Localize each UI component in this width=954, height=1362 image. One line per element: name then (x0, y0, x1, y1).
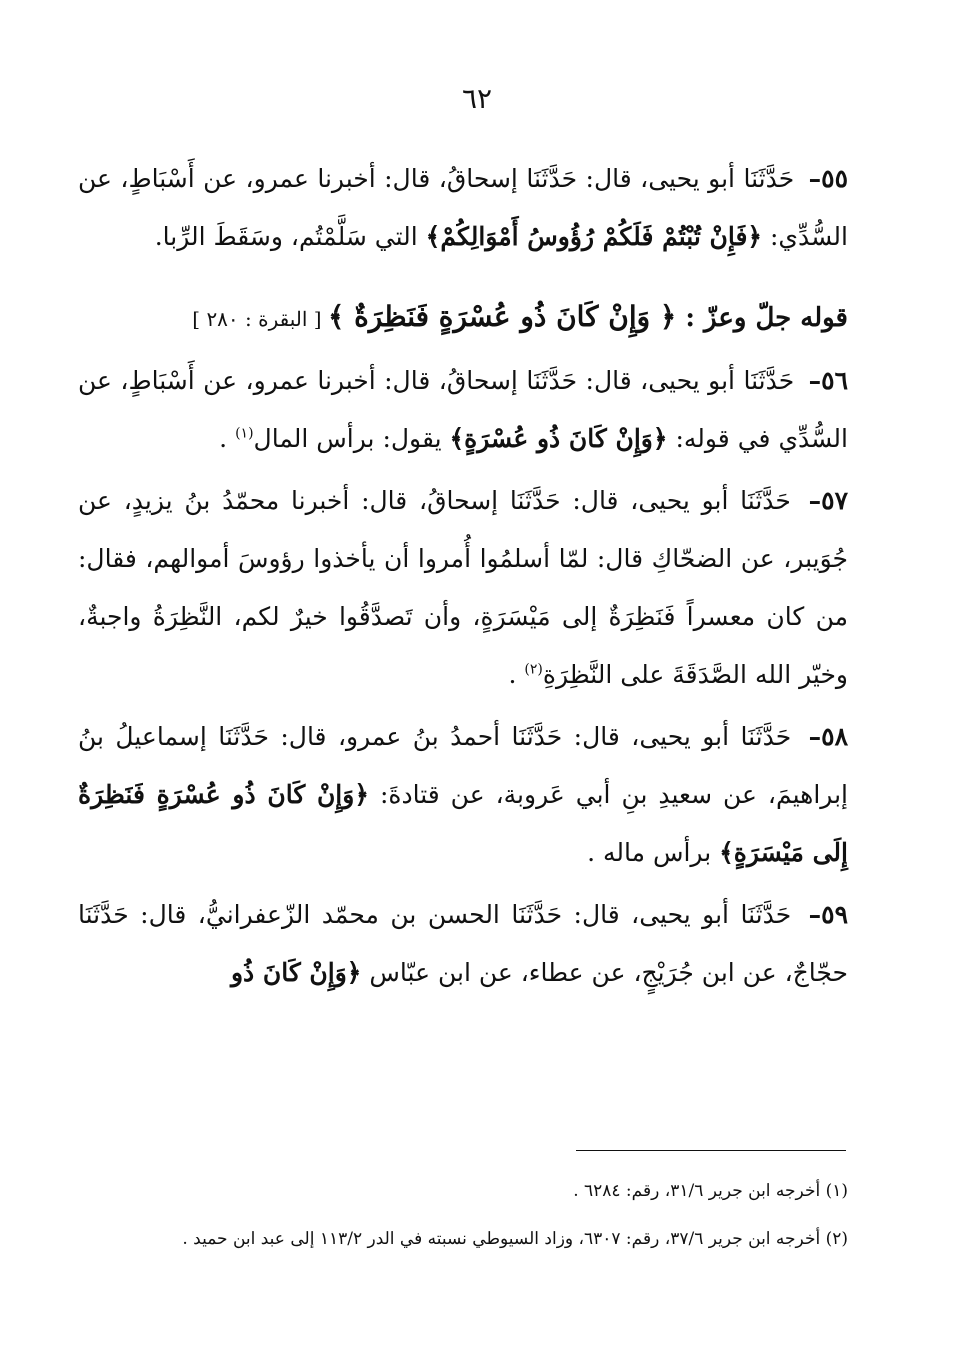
hadith-text: حَدَّثَنَا أبو يحيى، قال: حَدَّثَنَا الحسن بن محمّد الزّعفرانيُّ، قال: حَدَّثَنَا حجّاجٌ، عن ابن جُرَيْجٍ، عن عطاء، عن ابن عبّاس (78, 900, 848, 987)
page-number: ٦٢ (461, 82, 493, 115)
hadith-56 (78, 352, 848, 468)
footnote-2: (٢) أخرجه ابن جرير ٣٧/٦، رقم: ٦٣٠٧، وزاد السيوطي نسبته في الدر ١١٣/٢ إلى عبد ابن حميد . (182, 1229, 848, 1249)
heading-label: قوله جلّ وعزّ : (676, 303, 848, 333)
verse-heading (78, 288, 848, 348)
hadith-text: حَدَّثَنَا أبو يحيى، قال: حَدَّثَنَا إسحاقُ، قال: أخبرنا محمّدُ بنُ يزيدٍ، عن جُوَيبر، عن الضحّاكِ قال: لمّا أسلمُوا أُمروا أن يأخذوا رؤوسَ أموالهم، فقال: من كان معسراً فَنَظِرَةٌ إلى مَيْسَرَةٍ، وأن تَصدَّقُوا خيرٌ لكم، النَّظِرَةُ واجبةٌ، وخيّر الله الصَّدَقَةَ على النَّظِرَةِ (78, 486, 848, 689)
hadith-55 (78, 150, 848, 266)
verse-reference: [ البقرة : ٢٨٠ ] (192, 307, 328, 331)
footnote-1: (١) أخرجه ابن جرير ٣١/٦، رقم: ٦٢٨٤ . (573, 1181, 848, 1201)
main-text (78, 150, 848, 1006)
footnote-divider (576, 1150, 846, 1151)
hadith-text: حَدَّثَنَا أبو يحيى، قال: حَدَّثَنَا إسحاقُ، قال: أخبرنا عمرو، عن أَسْبَاطٍ، عن السُّدِّي: (78, 164, 848, 251)
hadith-number: ٥٧– (808, 486, 848, 515)
footnote-marker[interactable]: (٢) (524, 661, 543, 678)
hadith-end: . (508, 660, 525, 689)
hadith-59 (78, 886, 848, 1002)
quran-verse: ﴿وَإِنْ كَانَ ذُو عُسْرَةٍ فَنَظِرَةٌ إِلَى مَيْسَرَةٍ﴾ (78, 780, 848, 867)
hadith-end: . (219, 424, 236, 453)
hadith-text: حَدَّثَنَا أبو يحيى، قال: حَدَّثَنَا أحمدُ بنُ عمرو، قال: حَدَّثَنَا إسماعيلُ بنُ إبراهيمَ، عن سعيدِ بنِ أبي عَروبة، عن قتادةَ: (78, 722, 848, 809)
hadith-58 (78, 708, 848, 882)
quran-verse: ﴿وَإِنْ كَانَ ذُو (230, 958, 362, 987)
quran-verse: ﴿وَإِنْ كَانَ ذُو عُسْرَةٍ﴾ (449, 424, 668, 453)
hadith-text: التي سَلَّمْتُم، وسَقَطَ الرِّبا. (154, 222, 426, 251)
hadith-number: ٥٥– (808, 164, 848, 193)
hadith-text: برأس ماله . (587, 838, 720, 867)
hadith-text: يقول: برأس المال (253, 424, 450, 453)
hadith-number: ٥٩– (808, 900, 848, 929)
quran-verse: ﴿فَإِنْ تُبْتُمْ فَلَكُمْ رُؤُوسُ أَمْوَالِكُمْ﴾ (425, 222, 763, 251)
quran-verse: ﴿ وَإِنْ كَانَ ذُو عُسْرَةٍ فَنَظِرَةٌ ﴾ (327, 300, 677, 333)
hadith-text: حَدَّثَنَا أبو يحيى، قال: حَدَّثَنَا إسحاقُ، قال: أخبرنا عمرو، عن أَسْبَاطٍ، عن السُّدِّي في قوله: (78, 366, 848, 453)
hadith-57 (78, 472, 848, 704)
hadith-number: ٥٦– (808, 366, 848, 395)
footnote-marker[interactable]: (١) (235, 425, 254, 442)
footnotes (78, 1170, 848, 1260)
hadith-number: ٥٨– (808, 722, 848, 751)
